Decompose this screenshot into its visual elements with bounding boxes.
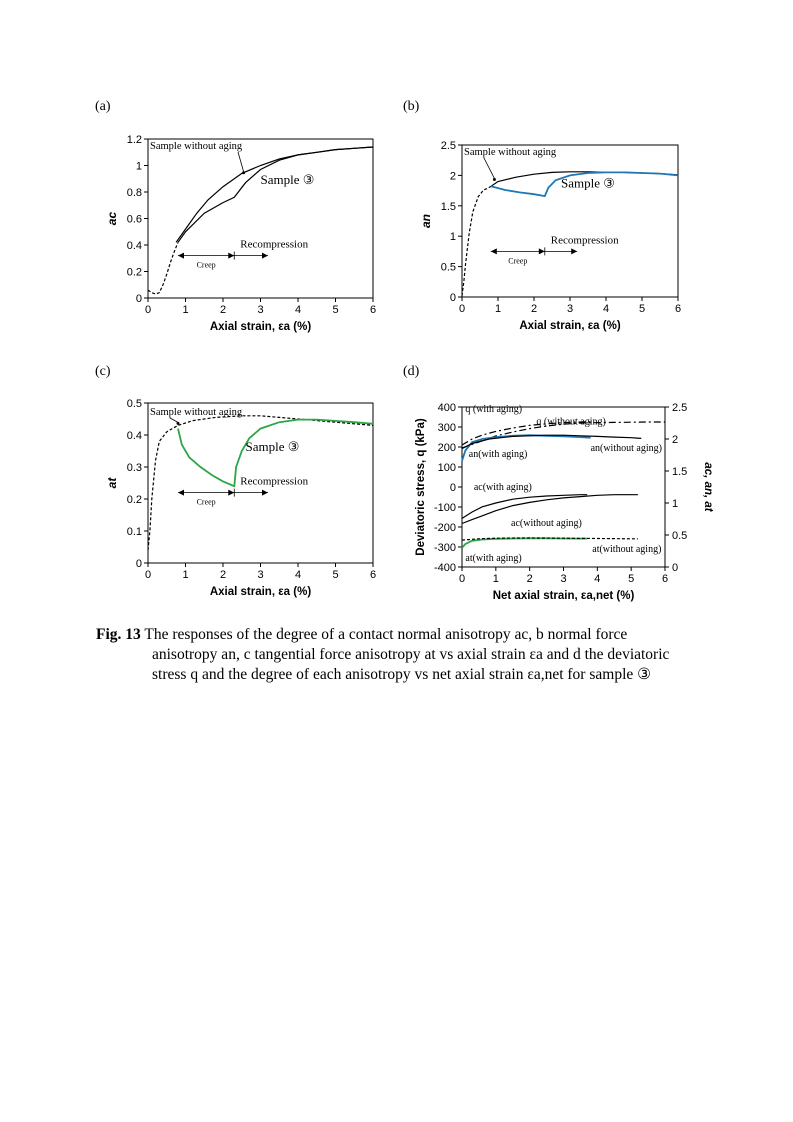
y-tick-label: 0.1 [126, 526, 142, 538]
x-tick-label: 1 [182, 304, 189, 316]
x-axis-label: Net axial strain, εa,net (%) [492, 590, 635, 602]
series-line-initial [148, 242, 178, 294]
y-tick-label: 2 [449, 170, 456, 183]
x-tick-label: 6 [674, 303, 682, 315]
y-tick-label: 400 [437, 402, 456, 414]
y-tick-label: 300 [437, 422, 456, 434]
x-tick-label: 5 [332, 569, 339, 581]
arrowhead [491, 248, 497, 254]
y-tick-label: 0 [449, 482, 456, 494]
y-tick-label: 1 [449, 231, 456, 244]
chart-panel-d [415, 402, 714, 602]
y2-tick-label: 2 [672, 434, 679, 446]
x-tick-label: 3 [257, 569, 264, 581]
y-tick-label: 0.4 [126, 430, 142, 442]
y-tick-label: 0.3 [126, 462, 142, 474]
label-sample-3: Sample ③ [245, 439, 300, 454]
x-tick-label: 0 [144, 569, 152, 581]
ann-an-without: an(without aging) [590, 443, 662, 454]
x-tick-label: 5 [628, 573, 635, 585]
series-line-ac-with-aging- [462, 495, 587, 519]
caption-line-3: stress q and the degree of each anisotropy vs net axial strain εa,net for sample ③ [152, 666, 652, 683]
y-tick-label: 0.5 [126, 398, 142, 410]
y-tick-label: 0.2 [126, 266, 142, 279]
y-tick-label: 0.4 [126, 240, 142, 252]
x-axis-label: Axial strain, εa (%) [209, 586, 312, 598]
creep-label: Creep [196, 497, 216, 507]
ann-an-with: an(with aging) [468, 449, 528, 460]
y-tick-label: -300 [433, 542, 456, 554]
series-line-initial [462, 188, 489, 296]
x-tick-label: 4 [294, 304, 302, 316]
arrowhead [262, 490, 268, 496]
series-line-sample- [178, 147, 373, 242]
x-tick-label: 4 [294, 569, 302, 581]
y-tick-label: 0.8 [126, 187, 142, 199]
caption-line-1: The responses of the degree of a contact normal anisotropy ac, b normal force [144, 626, 628, 643]
x-tick-label: 4 [594, 573, 601, 585]
y-tick-label: 0 [135, 558, 142, 570]
arrowhead [178, 253, 184, 259]
caption-line-2: anisotropy an, c tangential force anisotropy at vs axial strain εa and d the deviatoric [152, 646, 670, 663]
plot-frame [462, 145, 678, 297]
y-tick-label: 0 [135, 293, 142, 305]
x-tick-label: 3 [566, 303, 574, 315]
pointer-line [484, 158, 494, 178]
x-tick-label: 2 [219, 569, 227, 581]
pointer-tip [242, 171, 245, 174]
recompression-label: Recompression [240, 238, 309, 251]
series-line-at-with-aging- [462, 538, 587, 548]
y-tick-label: 200 [437, 442, 456, 454]
ann-at-with: at(with aging) [465, 553, 522, 564]
y-tick-label: 1.2 [126, 134, 142, 146]
label-sample-3: Sample ③ [260, 172, 315, 188]
ann-ac-without: ac(without aging) [511, 518, 582, 529]
y-tick-label: 1.5 [440, 200, 456, 213]
y-tick-label: 0.6 [126, 213, 142, 226]
series-line-sample-without-aging [176, 147, 373, 242]
recompression-label: Recompression [240, 475, 309, 488]
panel-label-a: (a) [95, 99, 111, 114]
x-axis-label: Axial strain, εa (%) [209, 321, 312, 333]
label-sample-3: Sample ③ [561, 175, 615, 191]
x-tick-label: 0 [458, 573, 466, 585]
panel-label-c: (c) [95, 364, 111, 379]
x-tick-label: 3 [560, 573, 567, 585]
x-tick-label: 2 [530, 303, 538, 315]
pointer-tip [493, 178, 496, 181]
ann-ac-with: ac(with aging) [473, 482, 532, 493]
x-tick-label: 2 [219, 304, 227, 316]
panel-label-d: (d) [403, 364, 420, 379]
y2-axis-label: ac, an, at [702, 462, 714, 512]
x-tick-label: 1 [492, 573, 499, 585]
x-tick-label: 1 [182, 569, 189, 581]
ann-at-without: at(without aging) [592, 544, 662, 555]
label-sample-without-aging: Sample without aging [464, 147, 557, 158]
creep-label: Creep [508, 256, 528, 266]
y-tick-label: -400 [433, 562, 456, 574]
y2-tick-label: 1 [672, 498, 679, 510]
ann-q-with: q (with aging) [465, 404, 523, 415]
pointer-line [170, 418, 178, 422]
arrowhead [571, 248, 577, 254]
y-axis-label: Deviatoric stress, q (kPa) [415, 418, 427, 556]
y2-tick-label: 0.5 [672, 530, 688, 542]
pointer-line [238, 152, 244, 172]
chart-panel-c [105, 398, 376, 598]
pointer-tip [177, 422, 180, 425]
x-tick-label: 6 [661, 573, 669, 585]
y-tick-label: 1 [135, 160, 142, 173]
y-axis-label: at [105, 477, 119, 489]
arrowhead [228, 253, 234, 259]
y-axis-label: an [419, 213, 433, 229]
arrowhead [178, 490, 184, 496]
y-tick-label: 2.5 [440, 140, 456, 152]
y-tick-label: -200 [433, 522, 456, 534]
y-tick-label: -100 [433, 502, 456, 514]
y-axis-label: ac [105, 211, 119, 226]
creep-label: Creep [196, 260, 216, 270]
y2-tick-label: 0 [672, 562, 679, 574]
arrowhead [262, 253, 268, 259]
arrowhead [539, 248, 545, 254]
arrowhead [228, 490, 234, 496]
y2-tick-label: 2.5 [672, 402, 688, 414]
x-tick-label: 5 [332, 304, 339, 316]
x-tick-label: 4 [602, 303, 610, 315]
x-tick-label: 1 [494, 303, 502, 315]
y-tick-label: 0.5 [440, 261, 456, 274]
recompression-label: Recompression [550, 234, 619, 247]
ann-q-without: q (without aging) [536, 416, 606, 428]
x-tick-label: 5 [638, 303, 646, 315]
x-tick-label: 2 [526, 573, 533, 585]
panel-label-b: (b) [403, 99, 420, 114]
label-sample-without-aging: Sample without aging [150, 407, 243, 418]
x-tick-label: 0 [144, 304, 152, 316]
y-tick-label: 100 [437, 462, 456, 474]
y2-tick-label: 1.5 [672, 466, 688, 478]
chart-panel-a [105, 134, 376, 333]
x-tick-label: 3 [257, 304, 264, 316]
figure-caption [96, 625, 696, 685]
caption-label: Fig. 13 [96, 626, 141, 643]
label-sample-without-aging: Sample without aging [150, 141, 243, 152]
x-tick-label: 6 [369, 304, 377, 316]
y-tick-label: 0.2 [126, 494, 142, 506]
x-tick-label: 6 [369, 569, 377, 581]
chart-panel-b [419, 140, 681, 332]
x-tick-label: 0 [458, 303, 466, 315]
x-axis-label: Axial strain, εa (%) [519, 320, 621, 332]
y-tick-label: 0 [449, 292, 456, 304]
plot-frame [148, 139, 373, 298]
